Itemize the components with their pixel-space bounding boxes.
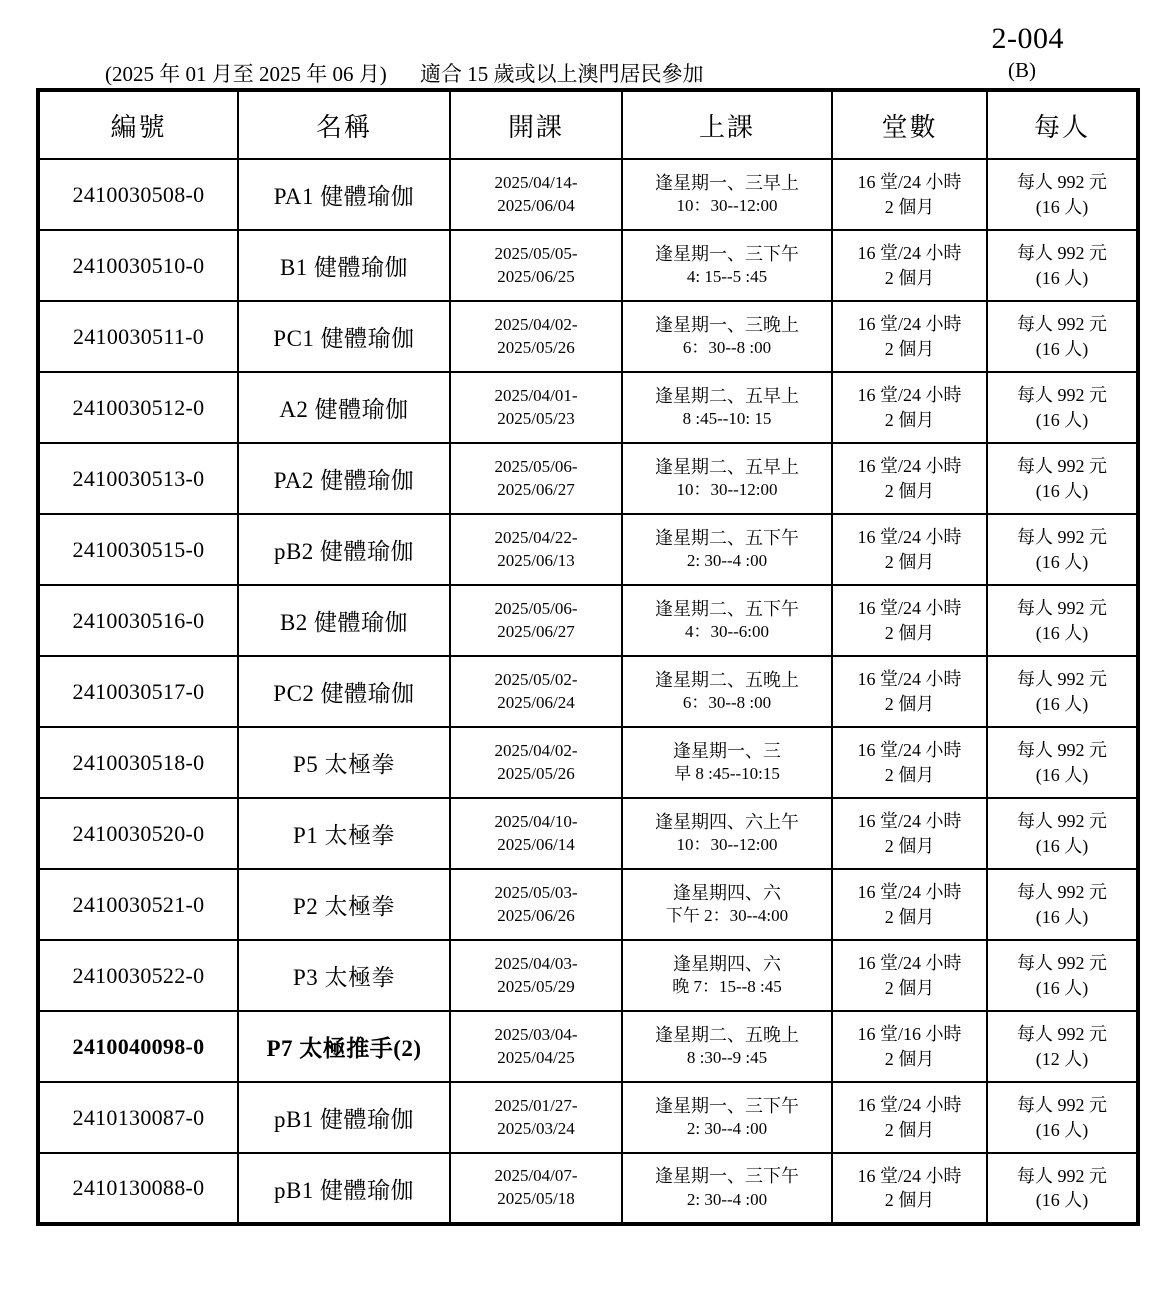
table-body	[38, 159, 1138, 1224]
cell-fee-line2: (12 人)	[1035, 1048, 1089, 1069]
cell-class-time-line2: 6：30--8 :00	[682, 338, 772, 358]
cell-course-name: P3 太極拳	[238, 940, 450, 1011]
cell-sessions-line2: 2 個月	[884, 1190, 935, 1210]
cell-start-date	[450, 1011, 622, 1082]
cell-sessions	[832, 727, 987, 798]
page-sub-code: (B)	[1008, 58, 1036, 82]
column-header-start: 開課	[450, 90, 622, 159]
cell-class-time-line2: 10：30--12:00	[676, 196, 778, 216]
cell-fee-line2: (16 人)	[1035, 409, 1089, 430]
cell-fee	[987, 798, 1138, 869]
cell-start-date-line1: 2025/05/06-	[494, 598, 578, 618]
cell-sessions-line1: 16 堂/24 小時	[857, 811, 962, 832]
cell-course-name: PA1 健體瑜伽	[238, 159, 450, 230]
cell-sessions	[832, 230, 987, 301]
cell-course-name: P1 太極拳	[238, 798, 450, 869]
course-schedule-table	[36, 88, 1140, 1226]
cell-fee	[987, 1082, 1138, 1153]
cell-start-date	[450, 301, 622, 372]
cell-class-time-line1: 逢星期二、五早上	[655, 385, 799, 406]
cell-sessions-line1: 16 堂/24 小時	[857, 740, 962, 761]
cell-fee	[987, 585, 1138, 656]
cell-start-date-line2: 2025/05/23	[497, 408, 575, 428]
cell-fee-line2: (16 人)	[1035, 196, 1089, 217]
cell-sessions	[832, 443, 987, 514]
cell-class-time-line1: 逢星期一、三下午	[655, 243, 799, 264]
cell-start-date-line1: 2025/05/05-	[494, 243, 578, 263]
cell-start-date-line2: 2025/06/24	[497, 692, 575, 712]
table-row	[38, 372, 1138, 443]
cell-course-name: PA2 健體瑜伽	[238, 443, 450, 514]
cell-sessions-line1: 16 堂/24 小時	[857, 953, 962, 974]
cell-class-time-line1: 逢星期四、六上午	[655, 811, 799, 832]
cell-fee-line2: (16 人)	[1035, 622, 1089, 643]
table-row	[38, 798, 1138, 869]
table-row	[38, 514, 1138, 585]
cell-start-date-line2: 2025/05/18	[497, 1189, 575, 1208]
cell-start-date	[450, 372, 622, 443]
cell-start-date	[450, 1153, 622, 1224]
cell-start-date	[450, 443, 622, 514]
cell-fee-line1: 每人 992 元	[1017, 953, 1107, 974]
cell-sessions	[832, 869, 987, 940]
cell-sessions-line2: 2 個月	[884, 551, 935, 572]
cell-sessions	[832, 585, 987, 656]
cell-class-time-line2: 早 8 :45--10:15	[674, 764, 780, 784]
cell-fee	[987, 159, 1138, 230]
cell-course-name: B1 健體瑜伽	[238, 230, 450, 301]
cell-course-name: pB2 健體瑜伽	[238, 514, 450, 585]
cell-start-date-line2: 2025/05/29	[497, 976, 575, 996]
cell-sessions-line1: 16 堂/24 小時	[857, 172, 962, 193]
cell-sessions-line1: 16 堂/24 小時	[857, 669, 962, 690]
cell-class-time-line2: 10：30--12:00	[676, 480, 778, 500]
cell-class-time-line2: 2: 30--4 :00	[686, 1189, 768, 1209]
cell-fee-line1: 每人 992 元	[1017, 1024, 1107, 1045]
cell-start-date	[450, 940, 622, 1011]
cell-fee-line1: 每人 992 元	[1017, 527, 1107, 548]
table-row	[38, 301, 1138, 372]
cell-fee-line1: 每人 992 元	[1017, 669, 1107, 690]
eligibility-note: 適合 15 歲或以上澳門居民參加	[420, 62, 704, 86]
cell-start-date	[450, 159, 622, 230]
table-row	[38, 1082, 1138, 1153]
cell-sessions	[832, 514, 987, 585]
cell-course-id: 2410030511-0	[38, 301, 238, 372]
cell-fee	[987, 230, 1138, 301]
cell-fee-line2: (16 人)	[1035, 906, 1089, 927]
cell-start-date-line2: 2025/06/04	[497, 195, 575, 215]
cell-start-date-line2: 2025/05/26	[497, 337, 575, 357]
cell-start-date-line1: 2025/03/04-	[494, 1024, 578, 1044]
cell-sessions-line2: 2 個月	[884, 267, 935, 288]
cell-start-date	[450, 585, 622, 656]
cell-sessions-line2: 2 個月	[884, 693, 935, 714]
cell-fee	[987, 869, 1138, 940]
cell-sessions-line2: 2 個月	[884, 977, 935, 998]
cell-class-time	[622, 1153, 832, 1224]
cell-start-date	[450, 230, 622, 301]
cell-start-date-line1: 2025/01/27-	[494, 1095, 578, 1115]
cell-fee	[987, 940, 1138, 1011]
cell-class-time-line2: 8 :45--10: 15	[682, 409, 772, 429]
cell-start-date-line1: 2025/05/03-	[494, 882, 578, 902]
cell-course-name: PC1 健體瑜伽	[238, 301, 450, 372]
cell-course-id: 2410030516-0	[38, 585, 238, 656]
cell-fee-line2: (16 人)	[1035, 480, 1089, 501]
cell-sessions	[832, 1082, 987, 1153]
cell-fee-line1: 每人 992 元	[1017, 172, 1107, 193]
cell-fee	[987, 372, 1138, 443]
cell-class-time-line2: 10：30--12:00	[676, 835, 778, 855]
table-row	[38, 940, 1138, 1011]
cell-start-date	[450, 1082, 622, 1153]
cell-start-date-line1: 2025/04/07-	[494, 1166, 578, 1186]
cell-class-time-line2: 4：30--6:00	[684, 622, 770, 642]
cell-class-time	[622, 372, 832, 443]
table-header-row	[38, 90, 1138, 159]
cell-start-date-line2: 2025/06/14	[497, 834, 575, 854]
cell-course-id: 2410130088-0	[38, 1153, 238, 1224]
table-row	[38, 443, 1138, 514]
cell-sessions-line1: 16 堂/24 小時	[857, 1095, 962, 1116]
cell-class-time-line1: 逢星期二、五下午	[655, 527, 799, 548]
cell-start-date-line1: 2025/04/10-	[494, 811, 578, 831]
cell-course-id: 2410030521-0	[38, 869, 238, 940]
cell-fee-line1: 每人 992 元	[1017, 243, 1107, 264]
table-row	[38, 1011, 1138, 1082]
cell-sessions-line1: 16 堂/16 小時	[857, 1024, 962, 1045]
cell-class-time	[622, 656, 832, 727]
cell-start-date	[450, 798, 622, 869]
cell-course-name: PC2 健體瑜伽	[238, 656, 450, 727]
cell-sessions	[832, 372, 987, 443]
cell-course-id: 2410030518-0	[38, 727, 238, 798]
cell-class-time	[622, 301, 832, 372]
cell-fee-line2: (16 人)	[1035, 338, 1089, 359]
cell-fee	[987, 514, 1138, 585]
cell-sessions-line1: 16 堂/24 小時	[857, 456, 962, 477]
cell-class-time	[622, 1011, 832, 1082]
cell-start-date-line1: 2025/04/02-	[494, 740, 578, 760]
cell-sessions-line1: 16 堂/24 小時	[857, 314, 962, 335]
cell-sessions-line2: 2 個月	[884, 835, 935, 856]
cell-sessions	[832, 1011, 987, 1082]
cell-fee-line2: (16 人)	[1035, 551, 1089, 572]
cell-start-date-line2: 2025/06/27	[497, 621, 575, 641]
cell-sessions-line2: 2 個月	[884, 622, 935, 643]
cell-sessions-line2: 2 個月	[884, 1119, 935, 1140]
cell-class-time	[622, 159, 832, 230]
cell-fee-line2: (16 人)	[1035, 693, 1089, 714]
cell-sessions-line2: 2 個月	[884, 196, 935, 217]
cell-sessions-line1: 16 堂/24 小時	[857, 385, 962, 406]
table-row	[38, 1153, 1138, 1224]
cell-sessions	[832, 940, 987, 1011]
cell-sessions-line2: 2 個月	[884, 906, 935, 927]
cell-fee-line1: 每人 992 元	[1017, 882, 1107, 903]
cell-course-id: 2410030508-0	[38, 159, 238, 230]
cell-class-time	[622, 798, 832, 869]
cell-start-date-line2: 2025/04/25	[497, 1047, 575, 1067]
cell-class-time	[622, 869, 832, 940]
cell-class-time-line2: 2: 30--4 :00	[686, 1119, 768, 1139]
cell-class-time-line1: 逢星期二、五晚上	[655, 1024, 799, 1045]
cell-course-id: 2410030522-0	[38, 940, 238, 1011]
cell-course-id: 2410030512-0	[38, 372, 238, 443]
cell-class-time	[622, 230, 832, 301]
cell-class-time-line2: 4: 15--5 :45	[686, 267, 768, 287]
cell-class-time-line2: 6：30--8 :00	[682, 693, 772, 713]
cell-class-time	[622, 585, 832, 656]
cell-fee-line2: (16 人)	[1035, 267, 1089, 288]
cell-sessions	[832, 301, 987, 372]
cell-fee-line1: 每人 992 元	[1017, 740, 1107, 761]
cell-start-date-line2: 2025/06/13	[497, 550, 575, 570]
table-row	[38, 869, 1138, 940]
cell-class-time	[622, 443, 832, 514]
cell-start-date	[450, 514, 622, 585]
cell-class-time-line1: 逢星期一、三下午	[655, 1095, 799, 1116]
column-header-class: 上課	[622, 90, 832, 159]
cell-course-name: P7 太極推手(2)	[238, 1011, 450, 1082]
cell-start-date-line2: 2025/03/24	[497, 1118, 575, 1138]
cell-course-id: 2410030520-0	[38, 798, 238, 869]
cell-sessions	[832, 798, 987, 869]
cell-start-date	[450, 727, 622, 798]
cell-start-date-line2: 2025/06/25	[497, 266, 575, 286]
cell-start-date-line1: 2025/05/02-	[494, 669, 578, 689]
cell-course-name: P2 太極拳	[238, 869, 450, 940]
cell-fee	[987, 656, 1138, 727]
cell-course-name: P5 太極拳	[238, 727, 450, 798]
cell-start-date	[450, 869, 622, 940]
cell-sessions-line1: 16 堂/24 小時	[857, 527, 962, 548]
period-label: (2025 年 01 月至 2025 年 06 月)	[105, 62, 387, 86]
cell-start-date-line1: 2025/04/14-	[494, 172, 578, 192]
table-row	[38, 727, 1138, 798]
column-header-id: 編號	[38, 90, 238, 159]
cell-fee	[987, 727, 1138, 798]
cell-class-time-line1: 逢星期一、三晚上	[655, 314, 799, 335]
cell-class-time	[622, 727, 832, 798]
header-line	[105, 58, 704, 88]
cell-start-date	[450, 656, 622, 727]
cell-course-name: pB1 健體瑜伽	[238, 1082, 450, 1153]
cell-fee	[987, 1153, 1138, 1224]
cell-class-time-line1: 逢星期四、六	[673, 953, 781, 974]
cell-course-id: 2410030517-0	[38, 656, 238, 727]
cell-class-time-line2: 下午 2：30--4:00	[665, 906, 789, 926]
cell-sessions	[832, 159, 987, 230]
cell-class-time	[622, 1082, 832, 1153]
cell-start-date-line1: 2025/04/01-	[494, 385, 578, 405]
cell-fee-line2: (16 人)	[1035, 1190, 1089, 1210]
cell-sessions	[832, 1153, 987, 1224]
cell-class-time-line1: 逢星期二、五下午	[655, 598, 799, 619]
page-code: 2-004	[991, 22, 1064, 55]
cell-start-date-line2: 2025/06/27	[497, 479, 575, 499]
cell-start-date-line1: 2025/05/06-	[494, 456, 578, 476]
cell-course-id: 2410030515-0	[38, 514, 238, 585]
cell-fee-line1: 每人 992 元	[1017, 1095, 1107, 1116]
cell-fee-line1: 每人 992 元	[1017, 1165, 1107, 1186]
cell-sessions-line2: 2 個月	[884, 409, 935, 430]
cell-sessions-line1: 16 堂/24 小時	[857, 598, 962, 619]
cell-course-name: pB1 健體瑜伽	[238, 1153, 450, 1224]
cell-class-time	[622, 940, 832, 1011]
cell-fee	[987, 443, 1138, 514]
cell-class-time-line1: 逢星期一、三早上	[655, 172, 799, 193]
cell-course-name: A2 健體瑜伽	[238, 372, 450, 443]
cell-start-date-line2: 2025/06/26	[497, 905, 575, 925]
cell-course-id: 2410030510-0	[38, 230, 238, 301]
cell-course-name: B2 健體瑜伽	[238, 585, 450, 656]
cell-fee-line1: 每人 992 元	[1017, 385, 1107, 406]
cell-class-time-line2: 8 :30--9 :45	[686, 1048, 768, 1068]
cell-sessions-line2: 2 個月	[884, 764, 935, 785]
cell-sessions-line2: 2 個月	[884, 338, 935, 359]
cell-sessions-line2: 2 個月	[884, 480, 935, 501]
cell-sessions-line2: 2 個月	[884, 1048, 935, 1069]
column-header-fee: 每人	[987, 90, 1138, 159]
cell-fee	[987, 1011, 1138, 1082]
cell-sessions-line1: 16 堂/24 小時	[857, 1165, 962, 1186]
cell-course-id: 2410130087-0	[38, 1082, 238, 1153]
cell-class-time	[622, 514, 832, 585]
column-header-name: 名稱	[238, 90, 450, 159]
cell-class-time-line2: 晚 7：15--8 :45	[672, 977, 782, 997]
cell-sessions-line1: 16 堂/24 小時	[857, 243, 962, 264]
cell-fee-line1: 每人 992 元	[1017, 598, 1107, 619]
cell-course-id: 2410040098-0	[38, 1011, 238, 1082]
cell-class-time-line1: 逢星期一、三	[673, 740, 781, 761]
cell-class-time-line1: 逢星期四、六	[673, 882, 781, 903]
cell-fee-line2: (16 人)	[1035, 977, 1089, 998]
cell-class-time-line1: 逢星期二、五早上	[655, 456, 799, 477]
cell-fee-line1: 每人 992 元	[1017, 314, 1107, 335]
cell-fee	[987, 301, 1138, 372]
cell-class-time-line1: 逢星期二、五晚上	[655, 669, 799, 690]
cell-sessions-line1: 16 堂/24 小時	[857, 882, 962, 903]
cell-course-id: 2410030513-0	[38, 443, 238, 514]
table-row	[38, 230, 1138, 301]
cell-start-date-line1: 2025/04/03-	[494, 953, 578, 973]
cell-start-date-line1: 2025/04/02-	[494, 314, 578, 334]
cell-fee-line1: 每人 992 元	[1017, 456, 1107, 477]
cell-fee-line2: (16 人)	[1035, 835, 1089, 856]
cell-start-date-line1: 2025/04/22-	[494, 527, 578, 547]
column-header-sessions: 堂數	[832, 90, 987, 159]
table-row	[38, 585, 1138, 656]
cell-class-time-line1: 逢星期一、三下午	[655, 1166, 799, 1187]
table-row	[38, 159, 1138, 230]
cell-fee-line2: (16 人)	[1035, 1119, 1089, 1140]
cell-start-date-line2: 2025/05/26	[497, 763, 575, 783]
cell-fee-line1: 每人 992 元	[1017, 811, 1107, 832]
cell-fee-line2: (16 人)	[1035, 764, 1089, 785]
cell-sessions	[832, 656, 987, 727]
table-row	[38, 656, 1138, 727]
cell-class-time-line2: 2: 30--4 :00	[686, 551, 768, 571]
